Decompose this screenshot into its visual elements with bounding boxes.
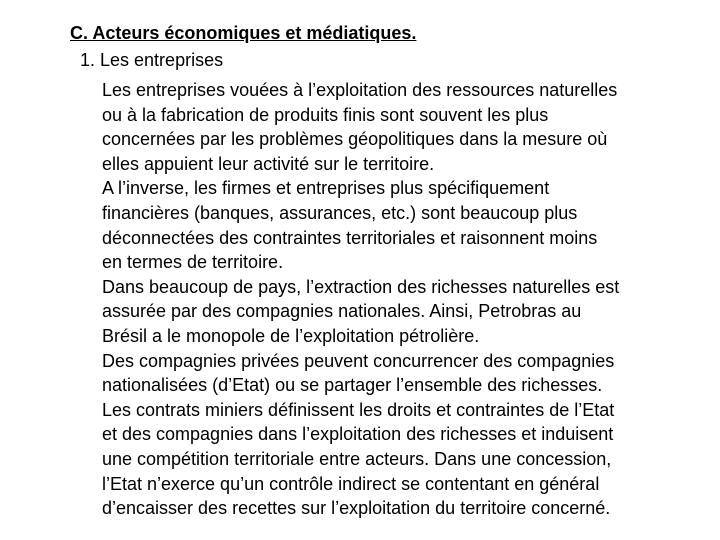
section-subtitle: 1. Les entreprises [80,50,224,70]
body-line: assurée par des compagnies nationales. Ainsi, Petrobras au [102,301,582,322]
body-line: financières (banques, assurances, etc.) sont beaucoup plus [102,202,578,223]
body-text [102,78,702,521]
body-line: Des compagnies privées peuvent concurrencer des compagnies [102,350,615,371]
body-line: A l’inverse, les firmes et entreprises plus spécifiquement [102,178,550,199]
body-line: Brésil a le monopole de l’exploitation pétrolière. [102,325,480,346]
body-line: déconnectées des contraintes territoriales et raisonnent moins [102,227,598,248]
body-line: nationalisées (d’Etat) ou se partager l’ensemble des richesses. [102,375,603,396]
body-line: Les entreprises vouées à l’exploitation des ressources naturelles [102,80,618,100]
body-line: une compétition territoriale entre acteurs. Dans une concession, [102,448,612,469]
body-line: elles appuient leur activité sur le territoire. [102,153,435,174]
section-title: C. Acteurs économiques et médiatiques. [70,23,417,43]
body-line: et des compagnies dans l’exploitation des richesses et induisent [102,424,614,445]
body-line: Dans beaucoup de pays, l’extraction des richesses naturelles est [102,276,620,297]
body-line: Les contrats miniers définissent les droits et contraintes de l’Etat [102,399,615,420]
body-line: d’encaisser des recettes sur l’exploitation du territoire concerné. [102,498,611,519]
body-line: concernées par les problèmes géopolitiques dans la mesure où [102,129,608,150]
body-line: en termes de territoire. [102,252,284,273]
body-line: ou à la fabrication de produits finis sont souvent les plus [102,104,549,125]
body-line: l’Etat n’exerce qu’un contrôle indirect se contentant en général [102,473,600,494]
